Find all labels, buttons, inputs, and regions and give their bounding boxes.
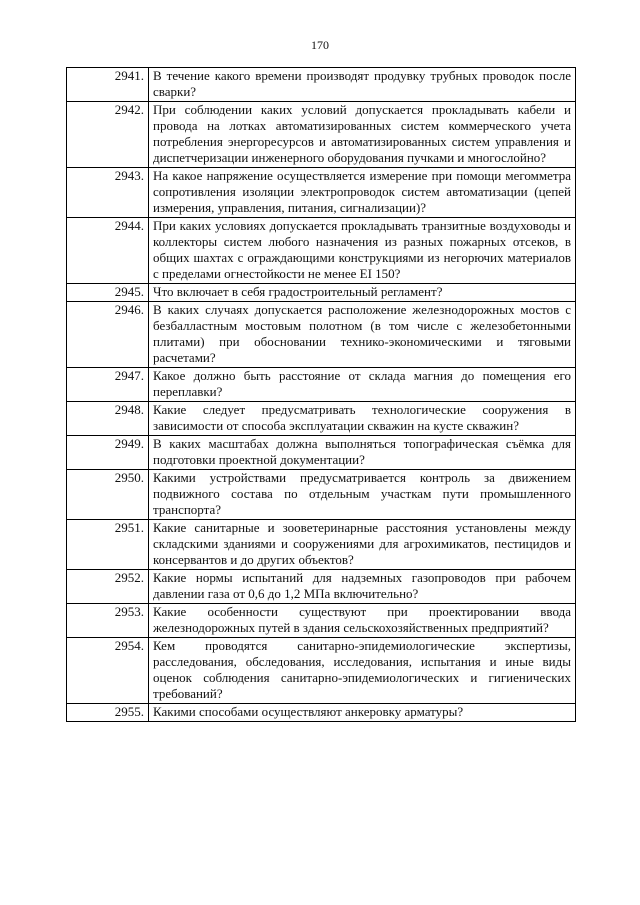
table-row [67, 570, 576, 604]
question-number: 2949. [67, 436, 149, 470]
question-text: Какие особенности существуют при проектировании ввода железнодорожных путей в здания сельскохозяйственных предприятий? [149, 604, 576, 638]
question-text: В каких масштабах должна выполняться топографическая съёмка для подготовки проектной документации? [149, 436, 576, 470]
question-number: 2951. [67, 520, 149, 570]
table-row [67, 704, 576, 722]
question-text: Кем проводятся санитарно-эпидемиологические экспертизы, расследования, обследования, исследования, испытания и иные виды оценок соблюдения санитарно-эпидемиологических и гигиенических требований? [149, 638, 576, 704]
questions-table [66, 67, 576, 722]
table-row [67, 638, 576, 704]
question-text: При соблюдении каких условий допускается прокладывать кабели и провода на лотках автоматизированных систем коммерческого учета потребления энергоресурсов и автоматизированных систем управления и диспетчеризации инженерного оборудования пучками и многослойно? [149, 102, 576, 168]
question-number: 2952. [67, 570, 149, 604]
question-number: 2944. [67, 218, 149, 284]
question-text: Какими устройствами предусматривается контроль за движением подвижного состава по отдельным участкам пути промышленного транспорта? [149, 470, 576, 520]
question-text: Какими способами осуществляют анкеровку арматуры? [149, 704, 576, 722]
question-number: 2953. [67, 604, 149, 638]
table-row [67, 168, 576, 218]
table-row [67, 102, 576, 168]
question-text: Какое должно быть расстояние от склада магния до помещения его переплавки? [149, 368, 576, 402]
question-number: 2948. [67, 402, 149, 436]
table-row [67, 402, 576, 436]
question-number: 2950. [67, 470, 149, 520]
questions-table-body [67, 68, 576, 722]
question-text: На какое напряжение осуществляется измерение при помощи мегомметра сопротивления изоляции электропроводок систем автоматизации (цепей измерения, управления, питания, сигнализации)? [149, 168, 576, 218]
question-text: Какие нормы испытаний для надземных газопроводов при рабочем давлении газа от 0,6 до 1,2 МПа включительно? [149, 570, 576, 604]
question-text: В течение какого времени производят продувку трубных проводок после сварки? [149, 68, 576, 102]
page-number: 170 [311, 38, 329, 52]
table-row [67, 604, 576, 638]
question-number: 2941. [67, 68, 149, 102]
question-text: При каких условиях допускается прокладывать транзитные воздуховоды и коллекторы систем любого назначения из разных пожарных отсеков, в общих шахтах с ограждающими конструкциями из негорючих материалов с пределами огнестойкости не менее EI 150? [149, 218, 576, 284]
question-number: 2945. [67, 284, 149, 302]
question-number: 2942. [67, 102, 149, 168]
question-number: 2947. [67, 368, 149, 402]
table-row [67, 470, 576, 520]
table-row [67, 302, 576, 368]
question-text: Какие следует предусматривать технологические сооружения в зависимости от способа эксплуатации скважин на кусте скважин? [149, 402, 576, 436]
table-row [67, 368, 576, 402]
table-row [67, 218, 576, 284]
question-number: 2955. [67, 704, 149, 722]
question-text: Что включает в себя градостроительный регламент? [149, 284, 576, 302]
question-number: 2954. [67, 638, 149, 704]
table-row [67, 284, 576, 302]
question-text: В каких случаях допускается расположение железнодорожных мостов с безбалластным мостовым полотном (в том числе с железобетонными плитами) при обосновании технико-экономическими и тяговыми расчетами? [149, 302, 576, 368]
table-row [67, 436, 576, 470]
table-row [67, 68, 576, 102]
question-number: 2946. [67, 302, 149, 368]
table-row [67, 520, 576, 570]
question-text: Какие санитарные и зооветеринарные расстояния установлены между складскими зданиями и сооружениями для агрохимикатов, пестицидов и консервантов и до других объектов? [149, 520, 576, 570]
question-number: 2943. [67, 168, 149, 218]
